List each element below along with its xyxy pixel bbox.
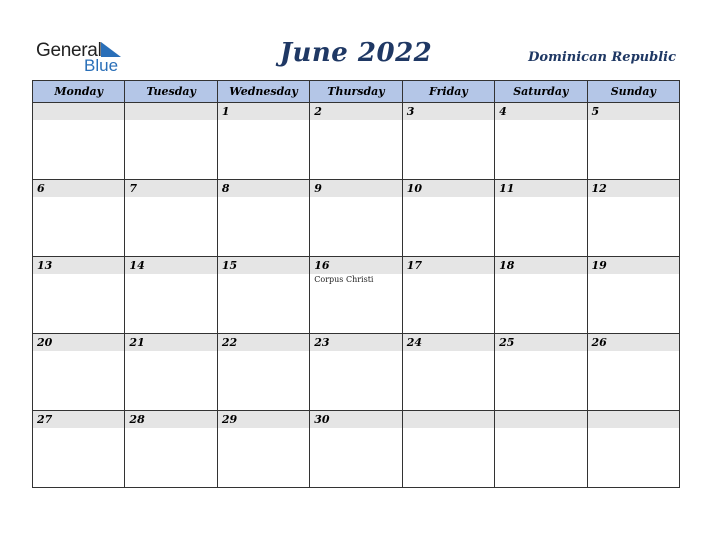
calendar-grid [32, 80, 680, 488]
day-cell [33, 334, 125, 411]
day-number [495, 411, 586, 428]
day-number: 3 [403, 103, 494, 120]
day-number: 11 [495, 180, 586, 197]
weekday-header: Saturday [495, 81, 587, 103]
day-cell [402, 180, 494, 257]
day-cell [125, 180, 217, 257]
day-number [125, 103, 216, 120]
day-cell [402, 334, 494, 411]
day-cell [125, 334, 217, 411]
day-number: 19 [588, 257, 679, 274]
day-cell [402, 103, 494, 180]
day-cell [217, 103, 309, 180]
weekday-header: Monday [33, 81, 125, 103]
day-number: 25 [495, 334, 586, 351]
calendar-title: June 2022 [279, 38, 433, 68]
day-number: 24 [403, 334, 494, 351]
day-cell [495, 180, 587, 257]
country-name: Dominican Republic [528, 50, 676, 65]
day-number: 7 [125, 180, 216, 197]
day-cell [587, 180, 679, 257]
day-number [33, 103, 124, 120]
day-cell [33, 257, 125, 334]
day-cell [587, 257, 679, 334]
day-cell [125, 257, 217, 334]
day-cell [217, 180, 309, 257]
day-number: 17 [403, 257, 494, 274]
day-cell [310, 257, 402, 334]
day-cell [33, 103, 125, 180]
logo-word-general: General [36, 40, 102, 61]
day-number: 9 [310, 180, 401, 197]
day-number: 30 [310, 411, 401, 428]
weekday-header: Friday [402, 81, 494, 103]
day-cell [402, 411, 494, 488]
week-row [33, 103, 680, 180]
day-number: 23 [310, 334, 401, 351]
day-number: 26 [588, 334, 679, 351]
day-cell [310, 411, 402, 488]
day-cell [33, 180, 125, 257]
weekday-header: Thursday [310, 81, 402, 103]
day-cell [310, 180, 402, 257]
holiday-label: Corpus Christi [314, 275, 374, 284]
day-cell [33, 411, 125, 488]
day-cell [587, 103, 679, 180]
day-cell [125, 411, 217, 488]
weekday-header-row [33, 81, 680, 103]
day-cell [217, 334, 309, 411]
day-number: 16 [310, 257, 401, 274]
weekday-header: Wednesday [217, 81, 309, 103]
week-row [33, 411, 680, 488]
day-cell [125, 103, 217, 180]
day-number: 5 [588, 103, 679, 120]
weekday-header: Tuesday [125, 81, 217, 103]
day-number: 18 [495, 257, 586, 274]
day-cell [402, 257, 494, 334]
day-cell [495, 411, 587, 488]
week-row [33, 334, 680, 411]
day-cell [495, 257, 587, 334]
day-number: 2 [310, 103, 401, 120]
day-number: 14 [125, 257, 216, 274]
day-number: 20 [33, 334, 124, 351]
day-cell [217, 257, 309, 334]
day-number: 12 [588, 180, 679, 197]
day-number: 28 [125, 411, 216, 428]
day-number: 13 [33, 257, 124, 274]
day-number [403, 411, 494, 428]
day-cell [587, 411, 679, 488]
week-row [33, 257, 680, 334]
day-number: 1 [218, 103, 309, 120]
day-number: 21 [125, 334, 216, 351]
week-row [33, 180, 680, 257]
day-cell [310, 103, 402, 180]
day-number: 10 [403, 180, 494, 197]
calendar-body [33, 103, 680, 488]
day-number: 8 [218, 180, 309, 197]
day-cell [587, 334, 679, 411]
day-number: 15 [218, 257, 309, 274]
logo-word-blue: Blue [84, 56, 119, 75]
day-cell [495, 334, 587, 411]
day-number: 27 [33, 411, 124, 428]
day-number: 29 [218, 411, 309, 428]
day-cell [310, 334, 402, 411]
day-number: 22 [218, 334, 309, 351]
day-number: 6 [33, 180, 124, 197]
day-number [588, 411, 679, 428]
generalblue-logo [36, 40, 136, 76]
day-number: 4 [495, 103, 586, 120]
weekday-header: Sunday [587, 81, 679, 103]
day-cell [495, 103, 587, 180]
day-cell [217, 411, 309, 488]
